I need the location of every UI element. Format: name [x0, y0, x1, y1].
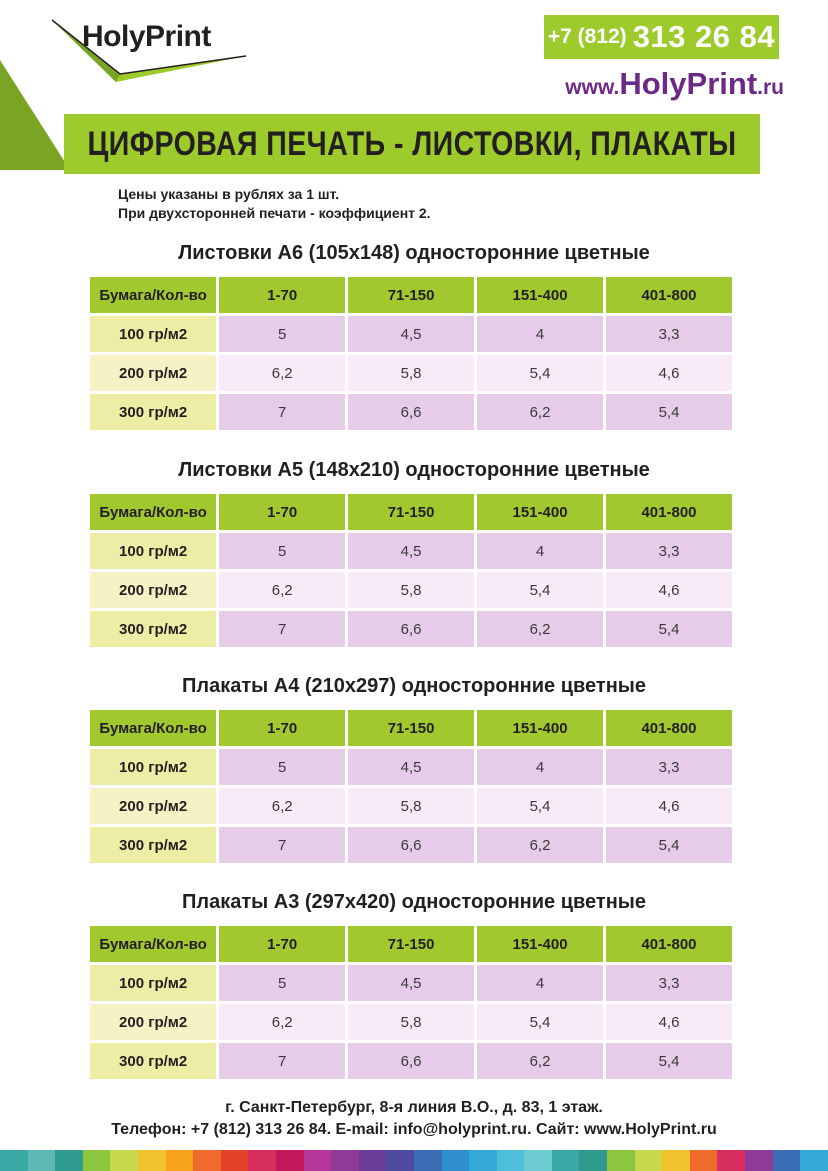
note-line-1: Цены указаны в рублях за 1 шт.: [118, 186, 340, 202]
color-swatch: [469, 1150, 497, 1171]
column-header: 1-70: [219, 494, 345, 530]
column-header: 1-70: [219, 277, 345, 313]
color-swatch: [28, 1150, 56, 1171]
price-cell: 5,4: [606, 611, 732, 647]
color-swatch: [497, 1150, 525, 1171]
column-header: Бумага/Кол-во: [90, 710, 216, 746]
color-swatch: [304, 1150, 332, 1171]
price-cell: 4: [477, 533, 603, 569]
price-cell: 5,4: [606, 394, 732, 430]
color-swatch: [635, 1150, 663, 1171]
table-header-row: [90, 277, 732, 313]
table-row: [90, 355, 732, 391]
paper-cell: 200 гр/м2: [90, 1004, 216, 1040]
color-swatch: [110, 1150, 138, 1171]
price-cell: 6,2: [477, 394, 603, 430]
price-cell: 5,8: [348, 788, 474, 824]
color-swatch: [331, 1150, 359, 1171]
price-cell: 7: [219, 827, 345, 863]
paper-cell: 100 гр/м2: [90, 316, 216, 352]
price-cell: 5,4: [477, 788, 603, 824]
color-swatch: [83, 1150, 111, 1171]
color-swatch: [138, 1150, 166, 1171]
column-header: 151-400: [477, 710, 603, 746]
color-swatch: [166, 1150, 194, 1171]
section-title: Плакаты А4 (210х297) односторонние цветные: [181, 675, 646, 697]
color-swatch: [800, 1150, 828, 1171]
price-cell: 6,2: [477, 611, 603, 647]
price-cell: 4,6: [606, 788, 732, 824]
paper-cell: 300 гр/м2: [90, 611, 216, 647]
color-swatch: [773, 1150, 801, 1171]
price-cell: 5,8: [348, 572, 474, 608]
holyprint-logo: [46, 14, 266, 94]
price-cell: 3,3: [606, 749, 732, 785]
price-cell: 4,6: [606, 1004, 732, 1040]
site-tld: .ru: [757, 76, 784, 99]
table-row: [90, 316, 732, 352]
table-row: [90, 572, 732, 608]
section-title: Плакаты А3 (297х420) односторонние цветные: [181, 891, 646, 913]
table-header-row: [90, 494, 732, 530]
price-table: [87, 491, 735, 650]
price-table: [87, 923, 735, 1082]
table-header-row: [90, 926, 732, 962]
column-header: 1-70: [219, 710, 345, 746]
table-row: [90, 827, 732, 863]
color-swatch: [552, 1150, 580, 1171]
price-cell: 4,5: [348, 533, 474, 569]
price-cell: 5: [219, 749, 345, 785]
price-cell: 5,4: [606, 1043, 732, 1079]
column-header: 151-400: [477, 494, 603, 530]
section-title: Листовки А5 (148х210) односторонние цветные: [178, 459, 650, 481]
table-row: [90, 1004, 732, 1040]
price-cell: 6,6: [348, 611, 474, 647]
note-line-2: При двухсторонней печати - коэффициент 2.: [118, 205, 431, 221]
price-cell: 5,4: [477, 1004, 603, 1040]
color-bar: [0, 1150, 828, 1171]
page-title: ЦИФРОВАЯ ПЕЧАТЬ - ЛИСТОВКИ, ПЛАКАТЫ: [87, 124, 737, 163]
price-cell: 6,6: [348, 1043, 474, 1079]
price-cell: 3,3: [606, 533, 732, 569]
price-cell: 6,2: [477, 1043, 603, 1079]
paper-cell: 200 гр/м2: [90, 572, 216, 608]
table-row: [90, 394, 732, 430]
column-header: 151-400: [477, 277, 603, 313]
column-header: Бумага/Кол-во: [90, 494, 216, 530]
table-row: [90, 749, 732, 785]
paper-cell: 300 гр/м2: [90, 827, 216, 863]
price-cell: 6,2: [219, 355, 345, 391]
price-table: [87, 707, 735, 866]
column-header: 1-70: [219, 926, 345, 962]
footer-address: г. Санкт-Петербург, 8-я линия В.О., д. 83, 1 этаж.: [225, 1099, 603, 1116]
paper-cell: 300 гр/м2: [90, 394, 216, 430]
phone-prefix: +7 (812): [547, 25, 627, 48]
price-cell: 7: [219, 611, 345, 647]
price-cell: 5: [219, 965, 345, 1001]
price-cell: 4,6: [606, 355, 732, 391]
price-cell: 3,3: [606, 965, 732, 1001]
price-cell: 6,2: [219, 788, 345, 824]
column-header: 401-800: [606, 926, 732, 962]
phone-badge[interactable]: [544, 15, 779, 59]
column-header: 71-150: [348, 494, 474, 530]
price-cell: 6,2: [219, 1004, 345, 1040]
color-swatch: [221, 1150, 249, 1171]
paper-cell: 100 гр/м2: [90, 749, 216, 785]
color-swatch: [607, 1150, 635, 1171]
price-cell: 5,8: [348, 355, 474, 391]
table-header-row: [90, 710, 732, 746]
price-cell: 5: [219, 533, 345, 569]
site-name: HolyPrint: [619, 66, 758, 101]
color-swatch: [359, 1150, 387, 1171]
color-swatch: [745, 1150, 773, 1171]
column-header: 151-400: [477, 926, 603, 962]
paper-cell: 100 гр/м2: [90, 533, 216, 569]
paper-cell: 100 гр/м2: [90, 965, 216, 1001]
table-row: [90, 611, 732, 647]
color-swatch: [0, 1150, 28, 1171]
price-cell: 4,5: [348, 749, 474, 785]
paper-cell: 200 гр/м2: [90, 788, 216, 824]
paper-cell: 300 гр/м2: [90, 1043, 216, 1079]
price-cell: 6,6: [348, 827, 474, 863]
price-cell: 4,5: [348, 316, 474, 352]
paper-cell: 200 гр/м2: [90, 355, 216, 391]
color-swatch: [276, 1150, 304, 1171]
price-cell: 7: [219, 394, 345, 430]
color-swatch: [386, 1150, 414, 1171]
site-www: www.: [565, 76, 620, 99]
price-cell: 5,4: [477, 355, 603, 391]
color-swatch: [717, 1150, 745, 1171]
phone-number: 313 26 84: [632, 19, 776, 54]
column-header: Бумага/Кол-во: [90, 277, 216, 313]
logo-text: HolyPrint: [82, 20, 211, 53]
color-swatch: [414, 1150, 442, 1171]
price-cell: 6,6: [348, 394, 474, 430]
price-cell: 4: [477, 316, 603, 352]
price-cell: 4,6: [606, 572, 732, 608]
price-cell: 5,8: [348, 1004, 474, 1040]
site-link[interactable]: [544, 66, 784, 102]
color-swatch: [524, 1150, 552, 1171]
color-swatch: [579, 1150, 607, 1171]
color-swatch: [193, 1150, 221, 1171]
column-header: 71-150: [348, 710, 474, 746]
column-header: 71-150: [348, 926, 474, 962]
section-title: Листовки А6 (105х148) односторонние цветные: [178, 242, 650, 264]
table-row: [90, 533, 732, 569]
column-header: 71-150: [348, 277, 474, 313]
price-cell: 4: [477, 965, 603, 1001]
color-swatch: [662, 1150, 690, 1171]
price-cell: 6,2: [219, 572, 345, 608]
column-header: 401-800: [606, 710, 732, 746]
price-table: [87, 274, 735, 433]
table-row: [90, 1043, 732, 1079]
color-swatch: [690, 1150, 718, 1171]
footer-contacts: Телефон: +7 (812) 313 26 84. E-mail: info@holyprint.ru. Сайт: www.HolyPrint.ru: [111, 1121, 717, 1138]
color-swatch: [55, 1150, 83, 1171]
color-swatch: [248, 1150, 276, 1171]
column-header: Бумага/Кол-во: [90, 926, 216, 962]
price-cell: 6,2: [477, 827, 603, 863]
price-cell: 5,4: [477, 572, 603, 608]
table-row: [90, 788, 732, 824]
price-cell: 4: [477, 749, 603, 785]
price-cell: 5,4: [606, 827, 732, 863]
price-notes: [118, 185, 431, 223]
table-row: [90, 965, 732, 1001]
color-swatch: [442, 1150, 470, 1171]
column-header: 401-800: [606, 277, 732, 313]
price-cell: 5: [219, 316, 345, 352]
column-header: 401-800: [606, 494, 732, 530]
price-cell: 7: [219, 1043, 345, 1079]
price-cell: 3,3: [606, 316, 732, 352]
title-banner: [64, 114, 760, 174]
price-cell: 4,5: [348, 965, 474, 1001]
